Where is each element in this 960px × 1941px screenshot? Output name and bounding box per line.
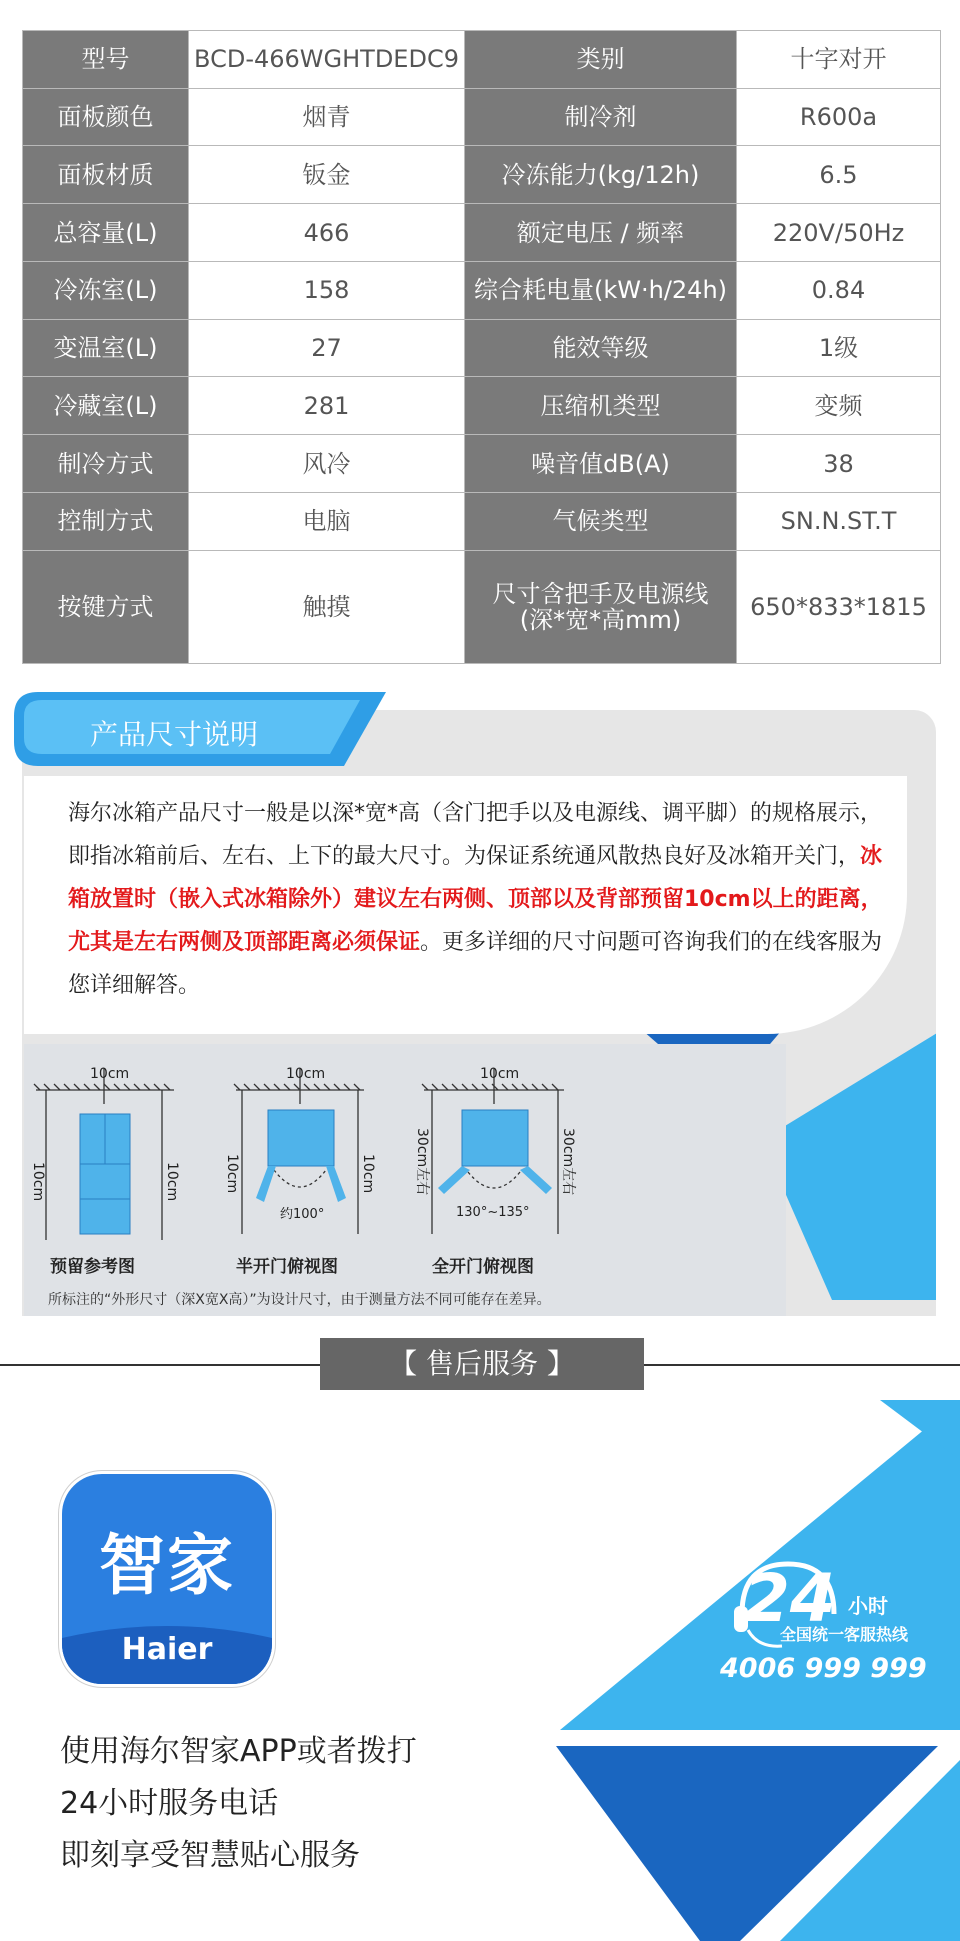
spec-label: 型号 xyxy=(23,31,189,89)
spec-label: 能效等级 xyxy=(465,319,737,377)
spec-label: 综合耗电量(kW·h/24h) xyxy=(465,261,737,319)
d3-right-label: 30cm左右 xyxy=(560,1128,576,1196)
spec-row xyxy=(23,204,941,262)
haier-smart-home-app-icon[interactable] xyxy=(62,1474,272,1684)
d3-left-label: 30cm左右 xyxy=(414,1128,430,1196)
description-part-2: 。更多详细的尺寸问题可咨询我们的在线客服为您详细解答。 xyxy=(68,930,883,998)
fridge-top-icon-full xyxy=(462,1110,528,1166)
size-note: 所标注的“外形尺寸（深X宽X高）”为设计尺寸，由于测量方法不同可能存在差异。 xyxy=(48,1292,551,1308)
spec-value: 烟青 xyxy=(189,88,465,146)
fridge-top-icon-half xyxy=(268,1110,334,1166)
spec-row xyxy=(23,435,941,493)
d1-top-label: 10cm xyxy=(90,1066,130,1082)
spec-row xyxy=(23,146,941,204)
spec-value: R600a xyxy=(737,88,941,146)
haier-logo-text: Haier xyxy=(121,1632,213,1667)
d1-left-label: 10cm xyxy=(30,1162,46,1202)
section-title: 产品尺寸说明 xyxy=(90,718,259,751)
spec-label: 气候类型 xyxy=(465,492,737,550)
door-right-half xyxy=(326,1166,346,1202)
spec-row xyxy=(23,492,941,550)
spec-table-body xyxy=(23,31,941,664)
spec-label: 制冷剂 xyxy=(465,88,737,146)
spec-value: 触摸 xyxy=(189,550,465,663)
cta-line-2: 24小时服务电话 xyxy=(60,1786,279,1821)
spec-label: 类别 xyxy=(465,31,737,89)
spec-label: 额定电压 / 频率 xyxy=(465,204,737,262)
d2-left-label: 10cm xyxy=(224,1154,240,1194)
d1-caption: 预留参考图 xyxy=(50,1257,135,1277)
d1-right-label: 10cm xyxy=(164,1162,180,1202)
spec-row xyxy=(23,261,941,319)
spec-label: 尺寸含把手及电源线 (深*宽*高mm) xyxy=(465,550,737,663)
spec-value: 变频 xyxy=(737,377,941,435)
d3-caption: 全开门俯视图 xyxy=(432,1257,534,1277)
hours-unit: 小时 xyxy=(848,1594,888,1618)
spec-value: 466 xyxy=(189,204,465,262)
door-right-full xyxy=(520,1166,552,1194)
spec-label: 变温室(L) xyxy=(23,319,189,377)
spec-value: SN.N.ST.T xyxy=(737,492,941,550)
spec-label: 冷冻室(L) xyxy=(23,261,189,319)
spec-label: 噪音值dB(A) xyxy=(465,435,737,493)
d2-right-label: 10cm xyxy=(360,1154,376,1194)
spec-row xyxy=(23,377,941,435)
spec-value: 220V/50Hz xyxy=(737,204,941,262)
spec-value: 风冷 xyxy=(189,435,465,493)
hotline-number[interactable]: 4006 999 999 xyxy=(720,1653,927,1684)
d2-top-label: 10cm xyxy=(286,1066,326,1082)
d2-caption: 半开门俯视图 xyxy=(236,1257,338,1277)
d2-angle-label: 约100° xyxy=(280,1207,325,1222)
d3-angle-label: 130°~135° xyxy=(456,1205,530,1220)
spec-value: 6.5 xyxy=(737,146,941,204)
spec-row xyxy=(23,88,941,146)
spec-row xyxy=(23,319,941,377)
cta-line-1: 使用海尔智家APP或者拨打 xyxy=(60,1734,417,1769)
spec-value: 650*833*1815 xyxy=(737,550,941,663)
spec-value: 1级 xyxy=(737,319,941,377)
spec-value: 27 xyxy=(189,319,465,377)
spec-label: 面板材质 xyxy=(23,146,189,204)
spec-value: 158 xyxy=(189,261,465,319)
spec-table xyxy=(22,30,941,664)
spec-value: BCD-466WGHTDEDC9 xyxy=(189,31,465,89)
spec-label: 按键方式 xyxy=(23,550,189,663)
spec-row xyxy=(23,31,941,89)
divider-left xyxy=(0,1364,320,1366)
spec-label: 冷藏室(L) xyxy=(23,377,189,435)
clearance-diagrams xyxy=(24,1044,594,1264)
description-text xyxy=(68,792,898,1007)
divider-right xyxy=(644,1364,960,1366)
service-header: 【 售后服务 】 xyxy=(320,1338,644,1390)
description-part-1: 海尔冰箱产品尺寸一般是以深*宽*高（含门把手以及电源线、调平脚）的规格展示，即指冰箱前后、左右、上下的最大尺寸。为保证系统通风散热良好及冰箱开关门， xyxy=(68,801,883,869)
app-icon-title: 智家 xyxy=(99,1527,235,1604)
door-left-half xyxy=(256,1166,276,1202)
d3-top-label: 10cm xyxy=(480,1066,520,1082)
spec-label: 控制方式 xyxy=(23,492,189,550)
spec-value: 十字对开 xyxy=(737,31,941,89)
description-highlight: 冰箱放置时（嵌入式冰箱除外）建议左右两侧、顶部以及背部预留10cm以上的距离，尤其是左右两侧及顶部距离必须保证 xyxy=(68,844,883,955)
hotline-label: 全国统一客服热线 xyxy=(780,1625,909,1644)
spec-label: 总容量(L) xyxy=(23,204,189,262)
spec-value: 0.84 xyxy=(737,261,941,319)
spec-value: 38 xyxy=(737,435,941,493)
hours-number: 24 xyxy=(744,1560,836,1637)
cta-line-3: 即刻享受智慧贴心服务 xyxy=(60,1838,360,1873)
spec-value: 钣金 xyxy=(189,146,465,204)
door-left-full xyxy=(438,1166,470,1194)
spec-label: 制冷方式 xyxy=(23,435,189,493)
spec-row xyxy=(23,550,941,663)
spec-label: 压缩机类型 xyxy=(465,377,737,435)
spec-label: 面板颜色 xyxy=(23,88,189,146)
spec-label: 冷冻能力(kg/12h) xyxy=(465,146,737,204)
spec-value: 281 xyxy=(189,377,465,435)
spec-value: 电脑 xyxy=(189,492,465,550)
